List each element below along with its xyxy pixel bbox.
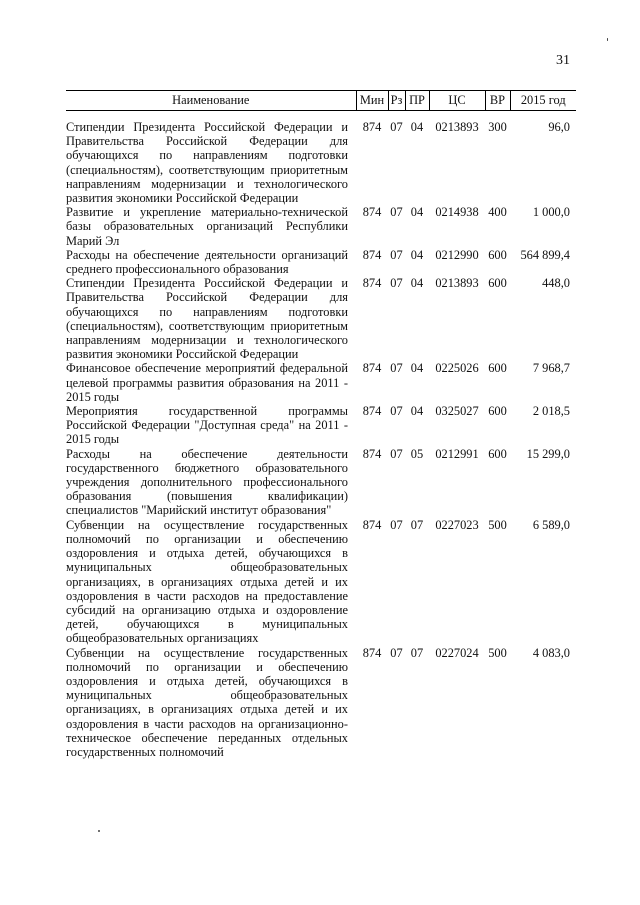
table-row — [66, 646, 576, 760]
row-vr: 300 — [488, 120, 507, 134]
row-cs: 0212991 — [435, 446, 479, 461]
row-name: Финансовое обеспечение мероприятий федеральной целевой программы развития образования на 2011 - 2015 годы — [66, 361, 348, 404]
row-name: Стипендии Президента Российской Федерации и Правительства Российской Федерации для обучающихся по направлениям подготовки (специальностям), соответствующим приоритетным направлениям модернизации и технологического развития экономики Российской Федерации — [66, 120, 348, 206]
row-name: Субвенции на осуществление государственных полномочий по организации и обеспечению оздоровления и отдыха детей, обучающихся в муниципальных общеобразовательных организациях, в организациях отдыха детей и их оздоровления в части расходов на организационно-техническое обеспечение переданных отдельных государственных полномочий — [66, 645, 348, 759]
scan-speck — [98, 830, 100, 832]
row-min: 874 — [362, 446, 382, 461]
row-name: Стипендии Президента Российской Федерации и Правительства Российской Федерации для обучающихся по направлениям подготовки (специальностям), соответствующим приоритетным направлениям модернизации и технологического развития экономики Российской Федерации — [66, 276, 348, 362]
row-rz: 07 — [390, 361, 403, 376]
row-vr: 500 — [488, 645, 507, 660]
row-rz: 07 — [390, 404, 403, 419]
scan-speck — [607, 38, 608, 41]
header-vr: ВР — [485, 91, 510, 111]
table-row — [66, 248, 576, 276]
table-row — [66, 361, 576, 404]
row-rz: 07 — [390, 276, 403, 291]
row-name: Расходы на обеспечение деятельности государственного бюджетного образовательного учреждения дополнительного профессионального образования (повышения квалификации) специалистов "Марийский институт образования" — [66, 446, 348, 518]
row-min: 874 — [362, 205, 382, 220]
row-pr: 07 — [410, 517, 424, 532]
budget-table — [66, 90, 576, 759]
row-vr: 600 — [488, 247, 507, 262]
row-min: 874 — [362, 404, 382, 419]
row-pr: 04 — [410, 276, 424, 291]
row-pr: 07 — [410, 645, 424, 660]
row-rz: 07 — [390, 120, 403, 134]
row-rz: 07 — [390, 205, 403, 220]
row-vr: 600 — [488, 361, 507, 376]
row-min: 874 — [362, 247, 382, 262]
row-cs: 0225026 — [435, 361, 479, 376]
row-min: 874 — [362, 645, 382, 660]
row-rz: 07 — [390, 446, 403, 461]
row-pr: 05 — [410, 446, 424, 461]
table-row — [66, 276, 576, 361]
table-row — [66, 518, 576, 646]
table-row — [66, 205, 576, 248]
row-vr: 600 — [488, 276, 507, 291]
row-amount: 7 968,7 — [532, 361, 570, 376]
header-pr: ПР — [405, 91, 429, 111]
row-pr: 04 — [410, 247, 424, 262]
header-rz: Рз — [388, 91, 405, 111]
row-vr: 500 — [488, 517, 507, 532]
row-min: 874 — [362, 120, 382, 134]
row-amount: 4 083,0 — [532, 645, 570, 660]
row-name: Мероприятия государственной программы Российской Федерации "Доступная среда" на 2011 - 2015 годы — [66, 404, 348, 447]
table-row — [66, 111, 576, 206]
table-body — [66, 111, 576, 760]
table-header — [66, 91, 576, 111]
row-cs: 0214938 — [435, 205, 479, 220]
row-pr: 04 — [410, 404, 424, 419]
row-min: 874 — [362, 361, 382, 376]
header-year: 2015 год — [510, 91, 576, 111]
row-amount: 15 299,0 — [526, 446, 570, 461]
row-cs: 0213893 — [435, 276, 479, 291]
row-amount: 564 899,4 — [520, 247, 570, 262]
table-row — [66, 447, 576, 518]
row-rz: 07 — [390, 247, 403, 262]
page-number: 31 — [556, 53, 570, 68]
row-amount: 96,0 — [548, 120, 570, 134]
row-name: Расходы на обеспечение деятельности организаций среднего профессионального образования — [66, 247, 348, 277]
row-cs: 0213893 — [435, 120, 479, 134]
row-amount: 448,0 — [542, 276, 570, 291]
row-cs: 0227024 — [435, 645, 479, 660]
row-pr: 04 — [410, 205, 424, 220]
row-vr: 600 — [488, 404, 507, 419]
row-amount: 1 000,0 — [532, 205, 570, 220]
header-min: Мин — [356, 91, 388, 111]
row-pr: 04 — [410, 120, 424, 134]
row-amount: 2 018,5 — [532, 404, 570, 419]
row-cs: 0227023 — [435, 517, 479, 532]
row-cs: 0212990 — [435, 247, 479, 262]
row-rz: 07 — [390, 645, 403, 660]
header-cs: ЦС — [429, 91, 485, 111]
row-vr: 600 — [488, 446, 507, 461]
row-vr: 400 — [488, 205, 507, 220]
row-rz: 07 — [390, 517, 403, 532]
row-min: 874 — [362, 276, 382, 291]
row-cs: 0325027 — [435, 404, 479, 419]
row-amount: 6 589,0 — [532, 517, 570, 532]
row-min: 874 — [362, 517, 382, 532]
row-name: Развитие и укрепление материально-технической базы образовательных организаций Республики Марий Эл — [66, 205, 348, 248]
header-name: Наименование — [66, 91, 356, 111]
row-pr: 04 — [410, 361, 424, 376]
table-row — [66, 404, 576, 447]
row-name: Субвенции на осуществление государственных полномочий по организации и обеспечению оздоровления и отдыха детей, обучающихся в муниципальных общеобразовательных организациях, в организациях отдыха детей и их оздоровления в части расходов на предоставление субсидий на организацию отдыха и оздоровление детей, обучающихся в муниципальных общеобразовательных организациях — [66, 517, 348, 646]
